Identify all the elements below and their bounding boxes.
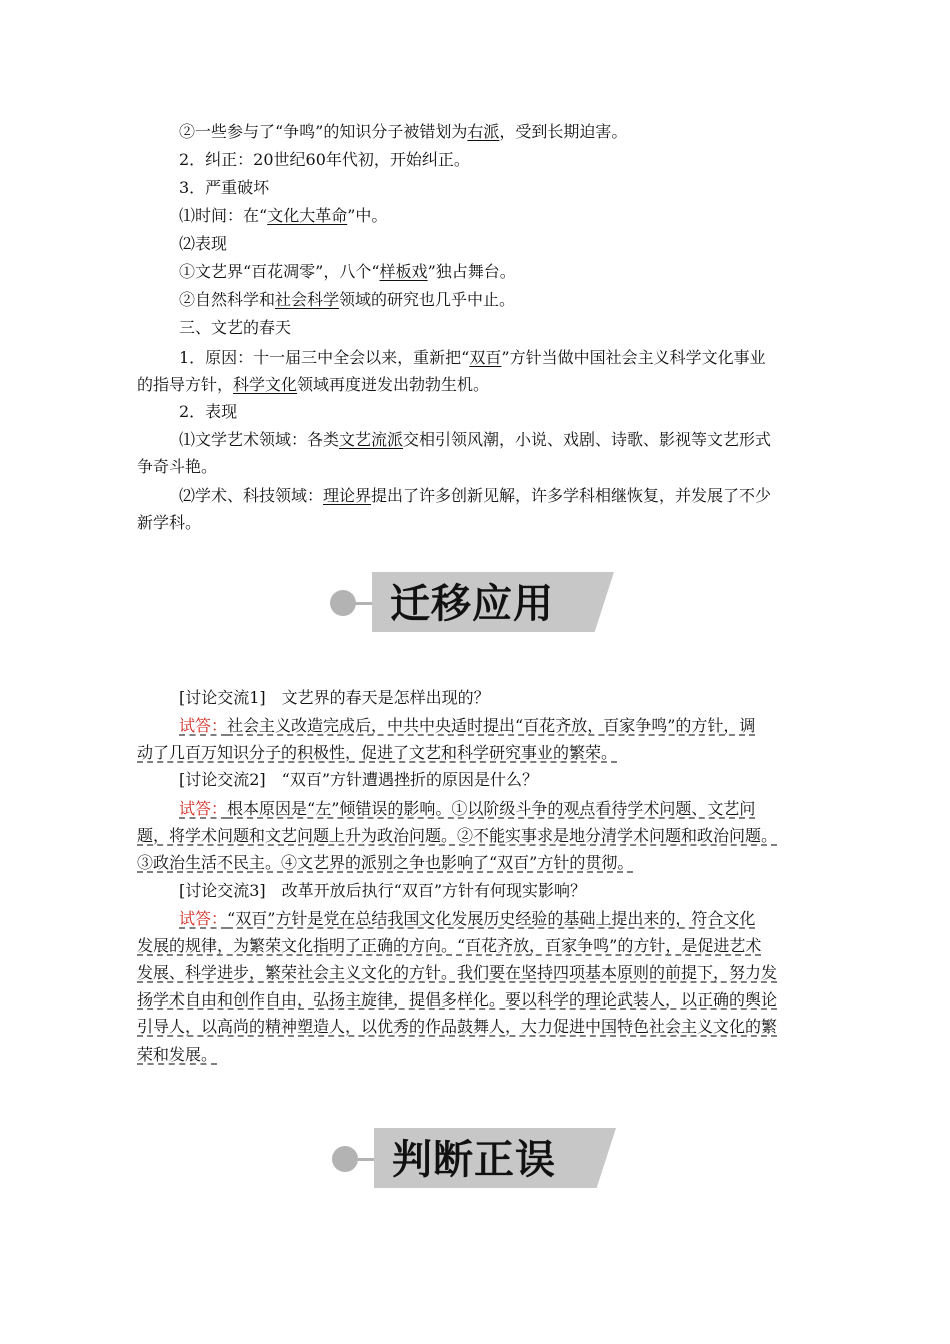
blank-answer: 科学文化 — [233, 375, 298, 394]
answer-line: ③政治生活不民主。④文艺界的派别之争也影响了“双百”方针的贯彻。 — [137, 853, 634, 872]
answer-line: 引导人，以高尚的精神塑造人，以优秀的作品鼓舞人，大力促进中国特色社会主义文化的繁 — [137, 1017, 778, 1036]
answer-line: 发展、科学进步，繁荣社会主义文化的方针。我们要在坚持四项基本原则的前提下，努力发 — [137, 963, 778, 982]
answer-line: 试答：“双百”方针是党在总结我国文化发展历史经验的基础上提出来的，符合文化 — [179, 909, 756, 928]
answer-line: 扬学术自由和创作自由，弘扬主旋律，提倡多样化。要以科学的理论武装人，以正确的舆论 — [137, 990, 778, 1009]
answer-label: 试答： — [179, 716, 228, 735]
answer-line: 发展的规律，为繁荣文化指明了正确的方向。“百花齐放，百家争鸣”的方针，是促进艺术 — [137, 936, 762, 955]
blank-answer: 社会科学 — [275, 290, 340, 309]
answer-line: 试答：社会主义改造完成后，中共中央适时提出“百花齐放，百家争鸣”的方针，调 — [179, 716, 756, 735]
paragraph-line: 2．表现 — [179, 402, 238, 421]
section-heading: 三、文艺的春天 — [179, 318, 292, 337]
answer-label: 试答： — [179, 909, 228, 928]
blank-answer: 文艺流派 — [339, 430, 404, 449]
blank-answer: 样板戏 — [379, 262, 428, 281]
paragraph-line: ⑵表现 — [179, 234, 228, 253]
paragraph-line: ⑴文学艺术领域：各类文艺流派交相引领风潮，小说、戏剧、诗歌、影视等文艺形式 — [179, 430, 772, 449]
section-banner — [332, 1128, 622, 1190]
banner-title: 迁移应用 — [390, 581, 554, 627]
answer-line: 荣和发展。 — [137, 1045, 218, 1064]
banner-title: 判断正误 — [392, 1137, 556, 1183]
blank-answer: 文化大革命 — [267, 206, 348, 225]
discussion-question: [讨论交流1] 文艺界的春天是怎样出现的？ — [179, 688, 490, 707]
discussion-question: [讨论交流2] “双百”方针遭遇挫折的原因是什么？ — [179, 770, 539, 789]
blank-answer: 理论界 — [323, 486, 372, 505]
paragraph-line: ⑴时间：在“文化大革命”中。 — [179, 206, 388, 225]
paragraph-line: ②自然科学和社会科学领域的研究也几乎中止。 — [179, 290, 516, 309]
answer-line: 动了几百万知识分子的积极性，促进了文艺和科学研究事业的繁荣。 — [137, 743, 618, 762]
paragraph-line: ①文艺界“百花凋零”，八个“样板戏”独占舞台。 — [179, 262, 516, 281]
paragraph-line: 争奇斗艳。 — [137, 457, 218, 476]
paragraph-line: ②一些参与了“争鸣”的知识分子被错划为右派，受到长期迫害。 — [179, 122, 628, 141]
paragraph-line: 3．严重破坏 — [179, 178, 270, 197]
section-banner — [330, 572, 620, 634]
answer-line: 题，将学术问题和文艺问题上升为政治问题。②不能实事求是地分清学术问题和政治问题。 — [137, 826, 778, 845]
paragraph-line: 1．原因：十一届三中全会以来，重新把“双百”方针当做中国社会主义科学文化事业 — [179, 348, 766, 367]
discussion-question: [讨论交流3] 改革开放后执行“双百”方针有何现实影响？ — [179, 881, 587, 900]
paragraph-line: 新学科。 — [137, 513, 202, 532]
blank-answer: 双百 — [469, 348, 502, 367]
answer-label: 试答： — [179, 799, 228, 818]
answer-line: 试答：根本原因是“左”倾错误的影响。①以阶级斗争的观点看待学术问题、文艺问 — [179, 799, 756, 818]
paragraph-line: 2．纠正：20世纪60年代初，开始纠正。 — [179, 150, 470, 169]
paragraph-line: 的指导方针，科学文化领域再度迸发出勃勃生机。 — [137, 375, 490, 394]
blank-answer: 右派 — [467, 122, 500, 141]
paragraph-line: ⑵学术、科技领域：理论界提出了许多创新见解，许多学科相继恢复，并发展了不少 — [179, 486, 772, 505]
